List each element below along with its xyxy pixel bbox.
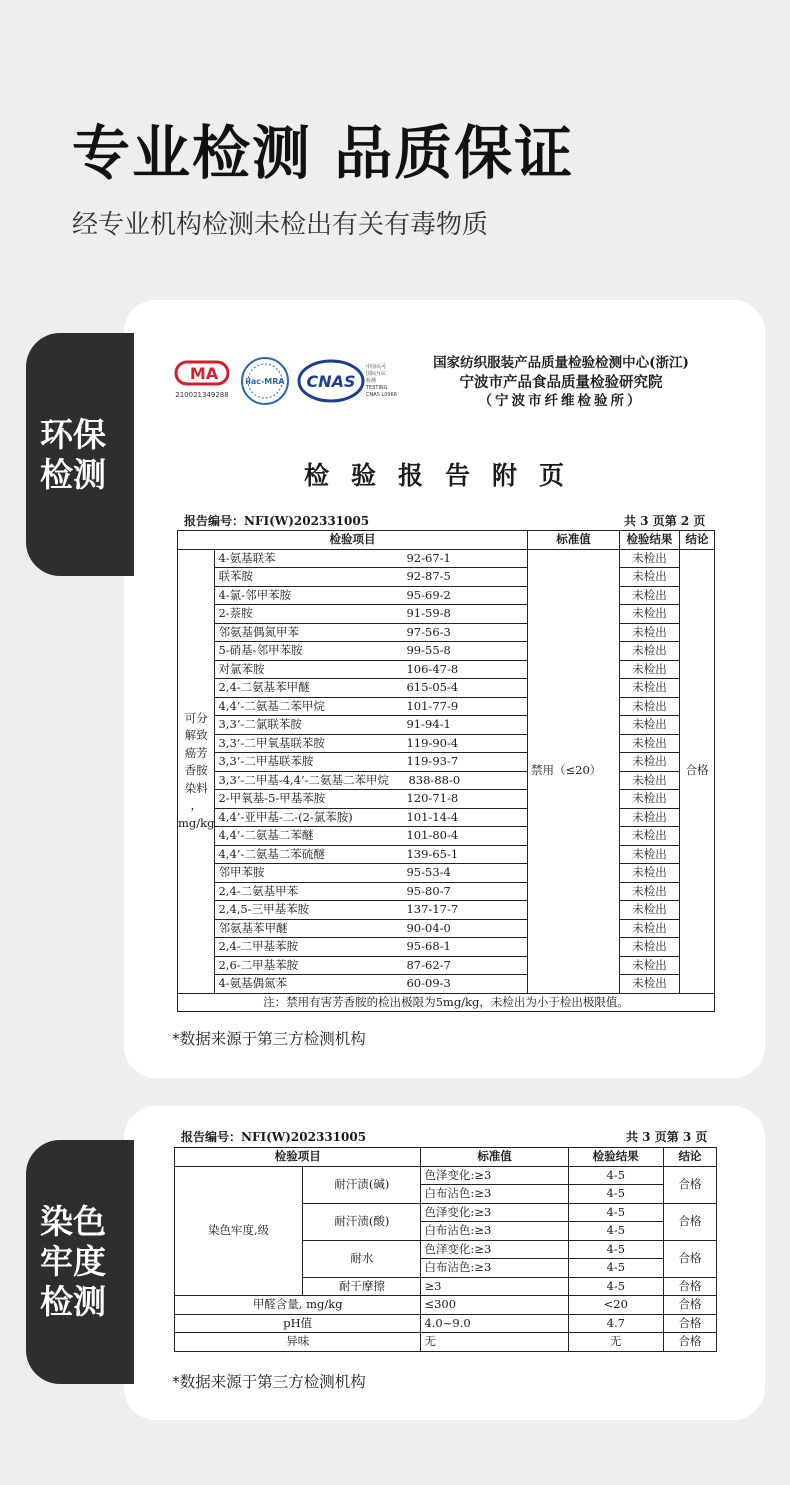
category-cell [178,549,215,993]
item-cell [215,642,528,661]
item-name: 4-氨基联苯 [218,550,276,565]
conclusion-cell: 合格 [663,1277,716,1296]
table-row [178,845,715,864]
result-cell: 未检出 [620,882,680,901]
item-cas: 95-53-4 [406,865,451,879]
conclusion-cell: 合格 [680,549,715,993]
item-name: 3,3’-二甲氧基联苯胺 [218,735,325,750]
table-row [178,605,715,624]
ilac-mra-logo [242,358,288,404]
result-cell: 4-5 [568,1277,663,1296]
standard-cell: 禁用（≤20） [528,549,620,993]
result-cell: 未检出 [620,623,680,642]
data-source-note: *数据来源于第三方检测机构 [172,1030,366,1048]
result-cell: 未检出 [620,827,680,846]
item-cas: 120-71-8 [406,791,459,805]
logo-text: 210021349288 [175,391,229,399]
category-line: 香胺 [184,763,208,778]
table-row [175,1333,717,1352]
result-cell: 未检出 [620,938,680,957]
item-cas: 87-62-7 [406,957,451,972]
item-cell [215,734,528,753]
item-cell [215,660,528,679]
table-row [175,1296,717,1315]
header-item: 检验项目 [178,531,528,550]
result-cell: 未检出 [620,901,680,920]
item-name: 4-氨基偶氮苯 [218,976,288,990]
item-cas: 99-55-8 [406,643,451,657]
standard-cell: 色泽变化:≥3 [421,1166,568,1185]
table-row [178,586,715,605]
fastness-label-cell: 染色牢度,级 [175,1166,303,1296]
table-row [178,901,715,920]
result-cell: 未检出 [620,549,680,568]
category-line: 癌芳 [184,745,208,760]
item-cas: 615-05-4 [406,680,459,694]
item-cell [215,975,528,994]
item-cell [215,790,528,809]
table-row [178,864,715,883]
item-cas: 101-80-4 [406,828,459,842]
result-cell: 4-5 [568,1203,663,1222]
table-row [178,642,715,661]
result-cell: 未检出 [620,697,680,716]
result-cell: 未检出 [620,975,680,994]
item-name: 邻氨基苯甲醚 [218,920,288,935]
item-name: 2,4-二氨基苯甲醚 [218,680,310,694]
category-line: ， [190,798,202,813]
table-row [175,1166,717,1185]
tab-label-line: 检测 [40,454,106,494]
result-cell: 未检出 [620,679,680,698]
item-cell [215,956,528,975]
fastness-table [174,1147,717,1352]
item-cell [215,771,528,790]
item-name: 3,3’-二氯联苯胺 [218,717,302,731]
table-row [178,660,715,679]
item-cell [215,901,528,920]
logo-text: ilac-MRA [245,377,285,386]
page-info: 共 3 页第 3 页 [626,1130,708,1144]
category-line: 解致 [184,728,208,743]
result-cell: 未检出 [620,642,680,661]
standard-cell: ≤300 [421,1296,568,1315]
standard-cell: 白布沾色:≥3 [421,1259,568,1278]
report-number: 报告编号：NFI(W)202331005 [181,1130,367,1144]
header-item: 检验项目 [175,1148,421,1167]
standard-cell: 白布沾色:≥3 [421,1185,568,1204]
item-name: 2,4-二甲基苯胺 [218,939,299,953]
item-cell [215,845,528,864]
item-name: 3,3’-二甲基-4,4’-二氨基二苯甲烷 [218,772,390,787]
item-cell [215,716,528,735]
report-table [177,530,715,1012]
item-cas: 60-09-3 [406,976,451,990]
item-cas: 119-93-7 [406,754,459,768]
item-cell [215,549,528,568]
test-name-cell: 异味 [175,1333,421,1352]
tab-label-line: 牢度 [40,1242,106,1281]
logo-text: 中国认可 [366,364,387,370]
table-row [178,956,715,975]
result-cell: 未检出 [620,586,680,605]
color-fastness-tab [26,1140,134,1384]
table-row [178,975,715,994]
item-name: 3,3’-二甲基联苯胺 [218,754,314,768]
item-name: 2-萘胺 [218,606,253,620]
table-row [178,771,715,790]
item-name: 4,4’-亚甲基-二-(2-氯苯胺) [218,809,353,824]
test-name-cell: 甲醛含量, mg/kg [175,1296,421,1315]
header-conclusion: 结论 [663,1148,716,1167]
item-cell [215,697,528,716]
item-cas: 95-68-1 [406,939,451,953]
item-cell [215,586,528,605]
color-fastness-card [124,1106,765,1420]
result-cell: 未检出 [620,568,680,587]
table-row [178,697,715,716]
item-cell [215,938,528,957]
institution-line: 宁波市产品食品质量检验研究院 [459,374,663,391]
item-cell [215,753,528,772]
item-cell [215,808,528,827]
note-cell: 注：禁用有害芳香胺的检出极限为5mg/kg，未检出为小于检出极限值。 [178,993,715,1012]
category-line: mg/kg [178,815,215,830]
item-name: 2,4,5-三甲基苯胺 [218,902,310,916]
item-name: 4-氯-邻甲苯胺 [218,587,292,602]
item-name: 5-硝基-邻甲苯胺 [218,643,303,657]
item-cas: 97-56-3 [406,624,451,639]
item-cell [215,882,528,901]
result-cell: 未检出 [620,919,680,938]
table-row [178,790,715,809]
table-row [178,568,715,587]
result-cell: 未检出 [620,716,680,735]
result-cell: 未检出 [620,845,680,864]
report-number: 报告编号：NFI(W)202331005 [184,514,370,528]
page-subtitle: 经专业机构检测未检出有关有毒物质 [72,210,489,240]
item-name: 4,4’-二氨基二苯甲烷 [218,698,325,713]
table-row [178,827,715,846]
test-name-cell: 耐汗渍(碱) [303,1166,421,1203]
standard-cell: 色泽变化:≥3 [421,1203,568,1222]
logo-text: CNAS [306,372,356,391]
item-cas: 137-17-7 [406,902,459,916]
item-cas: 91-94-1 [406,717,451,731]
table-row [178,623,715,642]
item-name: 邻氨基偶氮甲苯 [218,624,299,639]
test-name-cell: 耐水 [303,1240,421,1277]
institution-line: （宁波市纤维检验所） [478,393,644,409]
item-cell [215,679,528,698]
data-source-note: *数据来源于第三方检测机构 [172,1373,366,1391]
logo-text: MA [189,364,219,383]
table-row [178,549,715,568]
item-cas: 101-14-4 [406,809,459,824]
logo-text: 国际互认 [366,371,387,377]
logo-text: CNAS L0966 [366,392,397,398]
item-name: 2,4-二氨基甲苯 [218,883,299,898]
header-result: 检验结果 [568,1148,663,1167]
item-name: 4,4’-二氨基二苯硫醚 [218,846,325,861]
result-cell: 未检出 [620,864,680,883]
standard-cell: ≥3 [421,1277,568,1296]
standard-cell: 白布沾色:≥3 [421,1222,568,1241]
result-cell: 未检出 [620,956,680,975]
item-name: 邻甲苯胺 [218,865,265,879]
item-cell [215,605,528,624]
result-cell: 未检出 [620,605,680,624]
item-cas: 91-59-8 [406,606,451,620]
conclusion-cell: 合格 [663,1314,716,1333]
table-row [178,753,715,772]
item-name: 4,4’-二氨基二苯醚 [218,828,314,842]
category-line: 染料 [184,780,208,795]
standard-cell: 色泽变化:≥3 [421,1240,568,1259]
item-cell [215,623,528,642]
item-cell [215,568,528,587]
result-cell: 4.7 [568,1314,663,1333]
test-name-cell: 耐干摩擦 [303,1277,421,1296]
item-name: 对氯苯胺 [218,661,265,676]
result-cell: 4-5 [568,1259,663,1278]
institution-name [416,354,706,411]
table-row [178,808,715,827]
tab-label-line: 环保 [40,414,106,454]
item-cas: 92-87-5 [406,569,451,583]
table-row [178,882,715,901]
item-cell [215,864,528,883]
item-cas: 119-90-4 [406,735,459,750]
header-standard: 标准值 [421,1148,568,1167]
result-cell: <20 [568,1296,663,1315]
table-row [178,938,715,957]
logo-text: 检测 [366,378,377,384]
item-cas: 101-77-9 [406,698,459,713]
table-row [178,716,715,735]
item-name: 2-甲氧基-5-甲基苯胺 [218,791,326,805]
standard-cell: 4.0~9.0 [421,1314,568,1333]
header-result: 检验结果 [620,531,680,550]
conclusion-cell: 合格 [663,1166,716,1203]
item-cas: 90-04-0 [406,920,451,935]
conclusion-cell: 合格 [663,1333,716,1352]
result-cell: 未检出 [620,771,680,790]
item-cas: 95-69-2 [406,587,451,602]
certification-logos [174,356,424,406]
result-cell: 4-5 [568,1222,663,1241]
result-cell: 4-5 [568,1240,663,1259]
result-cell: 4-5 [568,1166,663,1185]
result-cell: 无 [568,1333,663,1352]
item-cas: 106-47-8 [406,661,459,676]
table-row [178,919,715,938]
item-name: 2,6-二甲基苯胺 [218,957,299,972]
item-cas: 838-88-0 [408,772,461,787]
conclusion-cell: 合格 [663,1203,716,1240]
result-cell: 未检出 [620,790,680,809]
report-title: 检验报告附页 [304,461,587,490]
cnas-logo [299,361,397,401]
item-cell [215,919,528,938]
institution-line: 国家纺织服装产品质量检验检测中心(浙江) [433,355,689,371]
eco-test-card [124,300,765,1078]
table-row [175,1314,717,1333]
logo-text: TESTING [366,385,388,391]
table-row [178,734,715,753]
test-name-cell: pH值 [175,1314,421,1333]
item-cas: 95-80-7 [406,883,451,898]
header-standard: 标准值 [528,531,620,550]
page-title: 专业检测 品质保证 [72,119,575,187]
category-line: 可分 [184,710,208,725]
result-cell: 未检出 [620,808,680,827]
item-cas: 92-67-1 [406,550,451,565]
eco-test-tab [26,333,134,576]
conclusion-cell: 合格 [663,1296,716,1315]
result-cell: 未检出 [620,660,680,679]
item-name: 联苯胺 [218,569,253,583]
result-cell: 未检出 [620,753,680,772]
header-conclusion: 结论 [680,531,715,550]
page-info: 共 3 页第 2 页 [624,514,706,528]
item-cas: 139-65-1 [406,846,459,861]
conclusion-cell: 合格 [663,1240,716,1277]
result-cell: 4-5 [568,1185,663,1204]
note-row [178,993,715,1012]
cma-logo [175,362,228,399]
table-row [178,679,715,698]
result-cell: 未检出 [620,734,680,753]
tab-label-line: 染色 [40,1202,106,1241]
item-cell [215,827,528,846]
test-name-cell: 耐汗渍(酸) [303,1203,421,1240]
tab-label-line: 检测 [40,1282,106,1321]
standard-cell: 无 [421,1333,568,1352]
